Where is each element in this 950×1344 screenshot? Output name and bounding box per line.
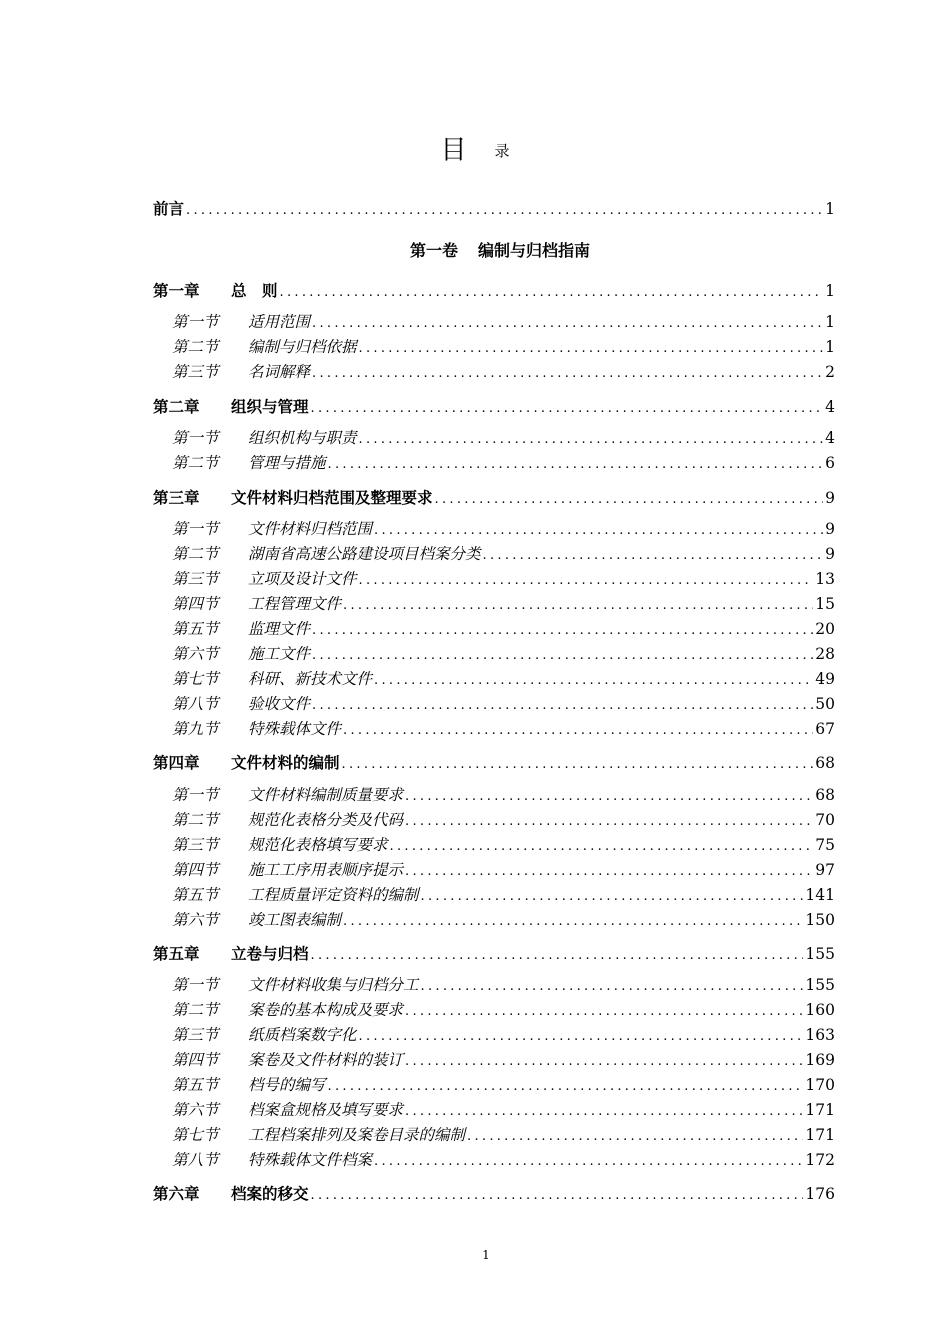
toc-section-number: 第三节 [172, 1026, 219, 1044]
toc-section-3-6[interactable] [172, 643, 835, 665]
toc-section-4-5[interactable] [172, 884, 835, 906]
toc-leader-dots [483, 545, 824, 567]
toc-section-number: 第四节 [172, 1051, 219, 1069]
toc-section-title: 案卷及文件材料的装订 [248, 1051, 404, 1069]
toc-section-3-4[interactable] [172, 593, 835, 615]
toc-leader-dots [359, 338, 824, 360]
toc-section-number: 第四节 [172, 595, 219, 613]
toc-section-title: 监理文件 [248, 620, 311, 638]
toc-section-4-1[interactable] [172, 784, 835, 806]
toc-section-number: 第二节 [172, 811, 219, 829]
toc-section-page: 20 [815, 620, 835, 638]
toc-section-title: 立项及设计文件 [248, 570, 357, 588]
toc-section-4-2[interactable] [172, 809, 835, 831]
toc-section-4-4[interactable] [172, 859, 835, 881]
toc-section-page: 67 [815, 720, 835, 738]
toc-chapter-2[interactable] [153, 396, 835, 418]
toc-leader-dots [359, 1026, 804, 1048]
toc-chapter-number: 第三章 [153, 489, 200, 507]
toc-section-number: 第五节 [172, 1076, 219, 1094]
toc-section-title: 编制与归档依据 [248, 338, 357, 356]
toc-entry-title: 前言 [153, 200, 185, 218]
toc-section-title: 特殊载体文件档案 [248, 1151, 373, 1169]
toc-leader-dots [374, 670, 813, 692]
toc-leader-dots [186, 200, 823, 222]
toc-section-number: 第九节 [172, 720, 219, 738]
toc-section-3-7[interactable] [172, 668, 835, 690]
toc-section-3-2[interactable] [172, 543, 835, 565]
toc-section-title: 工程质量评定资料的编制 [248, 886, 419, 904]
toc-section-number: 第二节 [172, 454, 219, 472]
toc-section-number: 第六节 [172, 645, 219, 663]
toc-leader-dots [435, 489, 824, 511]
toc-section-page: 9 [825, 545, 835, 563]
toc-section-title: 施工工序用表顺序提示 [248, 861, 404, 879]
toc-section-5-1[interactable] [172, 974, 835, 996]
toc-section-number: 第三节 [172, 363, 219, 381]
toc-entry-preface[interactable] [153, 198, 835, 220]
toc-section-number: 第二节 [172, 338, 219, 356]
toc-section-5-5[interactable] [172, 1074, 835, 1096]
toc-section-number: 第二节 [172, 1001, 219, 1019]
toc-section-page: 75 [815, 836, 835, 854]
toc-section-number: 第八节 [172, 695, 219, 713]
toc-leader-dots [328, 1076, 804, 1098]
toc-section-page: 50 [815, 695, 835, 713]
toc-leader-dots [421, 886, 804, 908]
toc-section-2-1[interactable] [172, 427, 835, 449]
toc-leader-dots [311, 398, 824, 420]
toc-section-title: 管理与措施 [248, 454, 326, 472]
toc-chapter-page: 1 [825, 282, 835, 300]
toc-section-1-1[interactable] [172, 311, 835, 333]
toc-chapter-number: 第五章 [153, 945, 200, 963]
toc-section-title: 名词解释 [248, 363, 311, 381]
toc-section-page: 163 [805, 1026, 835, 1044]
toc-section-5-6[interactable] [172, 1099, 835, 1121]
toc-section-page: 1 [825, 313, 835, 331]
toc-entry-page: 1 [825, 200, 835, 218]
toc-leader-dots [312, 313, 823, 335]
toc-leader-dots [343, 911, 803, 933]
toc-chapter-title: 总 则 [231, 282, 278, 300]
toc-section-title: 验收文件 [248, 695, 311, 713]
toc-section-title: 规范化表格填写要求 [248, 836, 388, 854]
toc-chapter-number: 第六章 [153, 1185, 200, 1203]
toc-section-3-5[interactable] [172, 618, 835, 640]
toc-leader-dots [312, 363, 823, 385]
toc-chapter-number: 第二章 [153, 398, 200, 416]
volume-number: 第一卷 [409, 241, 458, 260]
toc-section-number: 第六节 [172, 911, 219, 929]
toc-section-3-3[interactable] [172, 568, 835, 590]
toc-section-page: 15 [815, 595, 835, 613]
toc-leader-dots [405, 1051, 803, 1073]
toc-section-page: 13 [815, 570, 835, 588]
toc-section-number: 第一节 [172, 976, 219, 994]
toc-section-4-6[interactable] [172, 909, 835, 931]
toc-section-page: 6 [825, 454, 835, 472]
toc-leader-dots [405, 1101, 803, 1123]
toc-section-number: 第三节 [172, 836, 219, 854]
toc-leader-dots [342, 754, 814, 776]
toc-leader-dots [328, 454, 824, 476]
toc-chapter-number: 第四章 [153, 754, 200, 772]
toc-leader-dots [312, 645, 813, 667]
volume-title: 编制与归档指南 [478, 241, 591, 260]
toc-chapter-title: 立卷与归档 [231, 945, 309, 963]
toc-leader-dots [312, 695, 813, 717]
toc-section-1-2[interactable] [172, 336, 835, 358]
toc-chapter-page: 9 [825, 489, 835, 507]
toc-section-title: 工程管理文件 [248, 595, 342, 613]
page-title-char-2: 录 [494, 141, 510, 160]
toc-chapter-1[interactable] [153, 280, 835, 302]
toc-section-5-7[interactable] [172, 1124, 835, 1146]
toc-leader-dots [359, 429, 824, 451]
toc-chapter-title: 文件材料归档范围及整理要求 [231, 489, 433, 507]
page-title [0, 132, 950, 168]
toc-section-title: 档案盒规格及填写要求 [248, 1101, 404, 1119]
toc-section-page: 97 [815, 861, 835, 879]
toc-section-page: 4 [825, 429, 835, 447]
toc-section-title: 纸质档案数字化 [248, 1026, 357, 1044]
toc-chapter-5[interactable] [153, 943, 835, 965]
toc-section-title: 档号的编写 [248, 1076, 326, 1094]
toc-section-title: 工程档案排列及案卷目录的编制 [248, 1126, 466, 1144]
toc-section-number: 第七节 [172, 1126, 219, 1144]
toc-chapter-6[interactable] [153, 1183, 835, 1205]
footer-page-number: 1 [482, 1248, 490, 1262]
toc-chapter-page: 155 [805, 945, 835, 963]
toc-leader-dots [311, 1185, 804, 1207]
toc-section-2-2[interactable] [172, 452, 835, 474]
toc-section-3-1[interactable] [172, 518, 835, 540]
toc-section-number: 第三节 [172, 570, 219, 588]
toc-section-4-3[interactable] [172, 834, 835, 856]
toc-leader-dots [421, 976, 804, 998]
toc-section-page: 49 [815, 670, 835, 688]
toc-leader-dots [280, 282, 824, 304]
toc-section-title: 特殊载体文件 [248, 720, 342, 738]
toc-chapter-3[interactable] [153, 487, 835, 509]
toc-leader-dots [390, 836, 814, 858]
toc-section-title: 竣工图表编制 [248, 911, 342, 929]
toc-section-number: 第五节 [172, 886, 219, 904]
toc-leader-dots [343, 595, 813, 617]
toc-chapter-4[interactable] [153, 752, 835, 774]
toc-section-title: 规范化表格分类及代码 [248, 811, 404, 829]
toc-section-number: 第七节 [172, 670, 219, 688]
toc-section-title: 文件材料归档范围 [248, 520, 373, 538]
toc-section-number: 第六节 [172, 1101, 219, 1119]
toc-chapter-page: 4 [825, 398, 835, 416]
toc-section-page: 141 [805, 886, 835, 904]
toc-section-title: 文件材料编制质量要求 [248, 786, 404, 804]
toc-section-5-4[interactable] [172, 1049, 835, 1071]
toc-section-title: 湖南省高速公路建设项目档案分类 [248, 545, 481, 563]
toc-leader-dots [374, 520, 823, 542]
toc-section-page: 68 [815, 786, 835, 804]
toc-section-5-2[interactable] [172, 999, 835, 1021]
toc-section-page: 2 [825, 363, 835, 381]
toc-chapter-page: 68 [815, 754, 835, 772]
toc-section-page: 155 [805, 976, 835, 994]
toc-section-page: 169 [805, 1051, 835, 1069]
toc-section-number: 第一节 [172, 786, 219, 804]
toc-section-5-8[interactable] [172, 1149, 835, 1171]
toc-section-page: 150 [805, 911, 835, 929]
toc-leader-dots [405, 861, 813, 883]
toc-chapter-title: 档案的移交 [231, 1185, 309, 1203]
toc-section-page: 28 [815, 645, 835, 663]
toc-leader-dots [405, 786, 813, 808]
toc-section-page: 172 [805, 1151, 835, 1169]
toc-leader-dots [374, 1151, 803, 1173]
toc-section-title: 文件材料收集与归档分工 [248, 976, 419, 994]
toc-section-page: 1 [825, 338, 835, 356]
toc-leader-dots [311, 945, 804, 967]
toc-section-page: 70 [815, 811, 835, 829]
toc-chapter-number: 第一章 [153, 282, 200, 300]
toc-section-page: 170 [805, 1076, 835, 1094]
toc-section-3-9[interactable] [172, 718, 835, 740]
toc-section-page: 9 [825, 520, 835, 538]
toc-section-number: 第五节 [172, 620, 219, 638]
toc-chapter-title: 文件材料的编制 [231, 754, 340, 772]
toc-section-title: 施工文件 [248, 645, 311, 663]
toc-section-page: 171 [805, 1126, 835, 1144]
toc-section-page: 160 [805, 1001, 835, 1019]
toc-section-number: 第一节 [172, 520, 219, 538]
toc-leader-dots [405, 1001, 803, 1023]
toc-section-number: 第二节 [172, 545, 219, 563]
toc-section-page: 171 [805, 1101, 835, 1119]
toc-section-title: 科研、新技术文件 [248, 670, 373, 688]
toc-section-number: 第一节 [172, 313, 219, 331]
toc-section-number: 第八节 [172, 1151, 219, 1169]
toc-section-1-3[interactable] [172, 361, 835, 383]
toc-chapter-page: 176 [805, 1185, 835, 1203]
toc-leader-dots [312, 620, 813, 642]
toc-section-number: 第一节 [172, 429, 219, 447]
toc-leader-dots [467, 1126, 803, 1148]
toc-section-title: 案卷的基本构成及要求 [248, 1001, 404, 1019]
volume-heading [0, 240, 950, 262]
toc-section-title: 适用范围 [248, 313, 311, 331]
page-title-char-1: 目 [440, 135, 467, 166]
toc-leader-dots [405, 811, 813, 833]
toc-section-5-3[interactable] [172, 1024, 835, 1046]
toc-section-3-8[interactable] [172, 693, 835, 715]
toc-chapter-title: 组织与管理 [231, 398, 309, 416]
toc-section-number: 第四节 [172, 861, 219, 879]
toc-leader-dots [359, 570, 814, 592]
toc-section-title: 组织机构与职责 [248, 429, 357, 447]
toc-leader-dots [343, 720, 813, 742]
